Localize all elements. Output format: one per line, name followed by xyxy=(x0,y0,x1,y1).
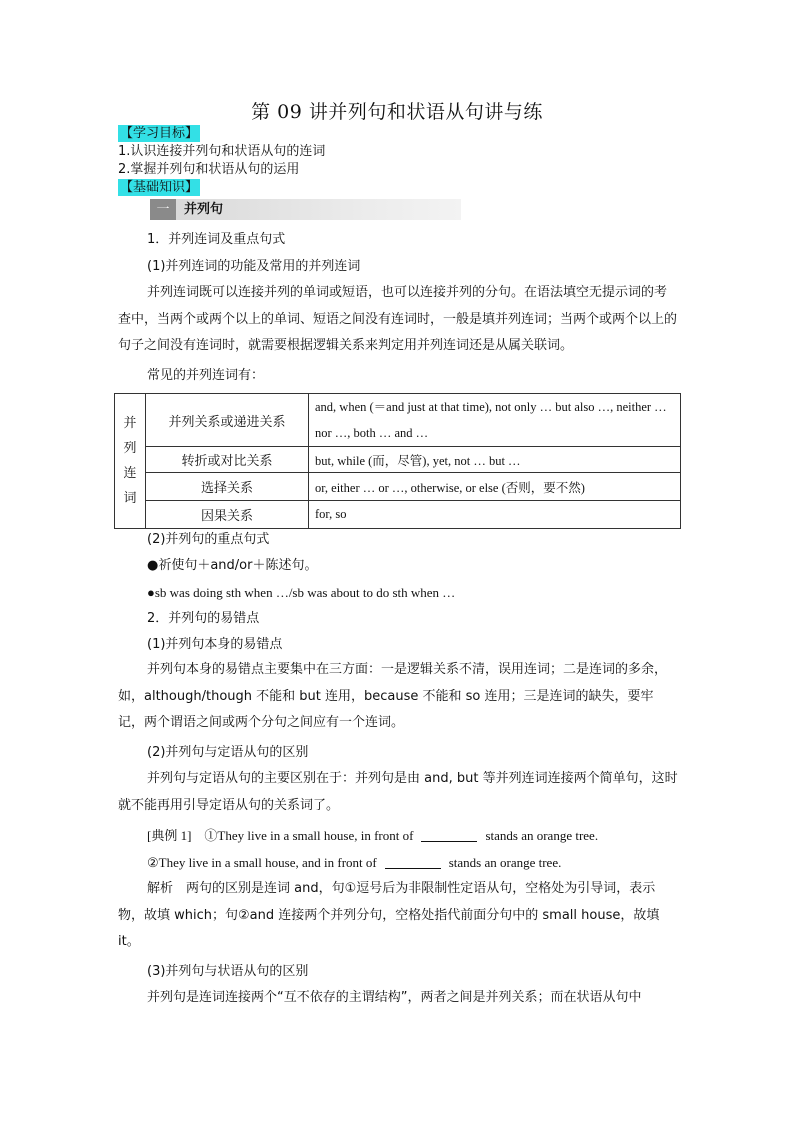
side-char: 并列连词 xyxy=(123,416,137,506)
table-row xyxy=(115,501,681,529)
example-2-tail: stands an orange tree. xyxy=(448,855,562,870)
example-1-tail: stands an orange tree. xyxy=(485,828,599,843)
table-examples: or, either … or …, otherwise, or else (否则，要不然) xyxy=(309,473,681,501)
heading-2-1: (1)并列句本身的易错点 xyxy=(147,637,283,652)
heading-2-3: (3)并列句与状语从句的区别 xyxy=(147,964,309,979)
answer-blank[interactable] xyxy=(421,841,477,842)
table-row xyxy=(115,394,681,447)
page-title: 第 09 讲并列句和状语从句讲与练 xyxy=(251,101,543,123)
bullet-2: ●sb was doing sth when …/sb was about to do sth when … xyxy=(147,585,456,600)
section-banner xyxy=(150,199,461,220)
common-conjunctions-label: 常见的并列连词有： xyxy=(147,368,265,383)
paragraph-analysis: 解析 两句的区别是连词 and，句①逗号后为非限制性定语从句，空格处为引导词，表示物，故填 which；句②and 连接两个并列分句，空格处指代前面分句中的 small house，故填 it。 xyxy=(118,881,660,949)
table-category: 因果关系 xyxy=(146,501,309,529)
heading-2: 2．并列句的易错点 xyxy=(147,611,260,626)
heading-1: 1．并列连词及重点句式 xyxy=(147,232,286,247)
example-2 xyxy=(147,855,561,871)
paragraph-errors: 并列句本身的易错点主要集中在三方面：一是逻辑关系不清，误用连词；二是连词的多余，如，although/though 不能和 but 连用，because 不能和 so 连用；三是连词的缺失，要牢记，两个谓语之间或两个分句之间应有一个连词。 xyxy=(118,662,668,730)
section-label: 并列句 xyxy=(184,202,224,217)
paragraph-conjunction-function: 并列连词既可以连接并列的单词或短语，也可以连接并列的分句。在语法填空无提示词的考查中，当两个或两个以上的单词、短语之间没有连词时，一般是填并列连词；当两个或两个以上的句子之间没有连词时，就需要根据逻辑关系来判定用并列连词还是从属关联词。 xyxy=(118,285,678,353)
section-number: 一 xyxy=(150,199,176,220)
answer-blank[interactable] xyxy=(385,868,441,869)
goals-tag: 【学习目标】 xyxy=(120,126,199,141)
heading-1-2: (2)并列句的重点句式 xyxy=(147,532,270,547)
table-row xyxy=(115,473,681,501)
paragraph-attributive-difference: 并列句与定语从句的主要区别在于：并列句是由 and, but 等并列连词连接两个简单句，这时就不能再用引导定语从句的关系词了。 xyxy=(118,771,678,813)
example-2-text: ②They live in a small house, and in front of xyxy=(147,855,377,870)
example-1 xyxy=(147,828,598,844)
table-category: 选择关系 xyxy=(146,473,309,501)
table-examples: for, so xyxy=(309,501,681,529)
table-examples: but, while (而，尽管), yet, not … but … xyxy=(309,447,681,473)
heading-2-2: (2)并列句与定语从句的区别 xyxy=(147,745,309,760)
conjunction-table xyxy=(114,393,681,529)
example-1-text: [典例 1] ①They live in a small house, in front of xyxy=(147,828,414,843)
table-examples: and, when (＝and just at that time), not only … but also …, neither … nor …, both … and … xyxy=(309,394,681,447)
goal-1: 1.认识连接并列句和状语从句的连词 xyxy=(118,144,326,159)
heading-1-1: (1)并列连词的功能及常用的并列连词 xyxy=(147,259,361,274)
table-category: 并列关系或递进关系 xyxy=(146,394,309,447)
table-category: 转折或对比关系 xyxy=(146,447,309,473)
goal-2: 2.掌握并列句和状语从句的运用 xyxy=(118,162,300,177)
table-row xyxy=(115,447,681,473)
paragraph-adverbial-difference: 并列句是连词连接两个“互不依存的主谓结构”，两者之间是并列关系；而在状语从句中 xyxy=(147,990,642,1005)
table-side-label xyxy=(115,394,146,529)
basics-tag: 【基础知识】 xyxy=(120,180,199,195)
bullet-1: ●祈使句＋and/or＋陈述句。 xyxy=(147,558,318,573)
